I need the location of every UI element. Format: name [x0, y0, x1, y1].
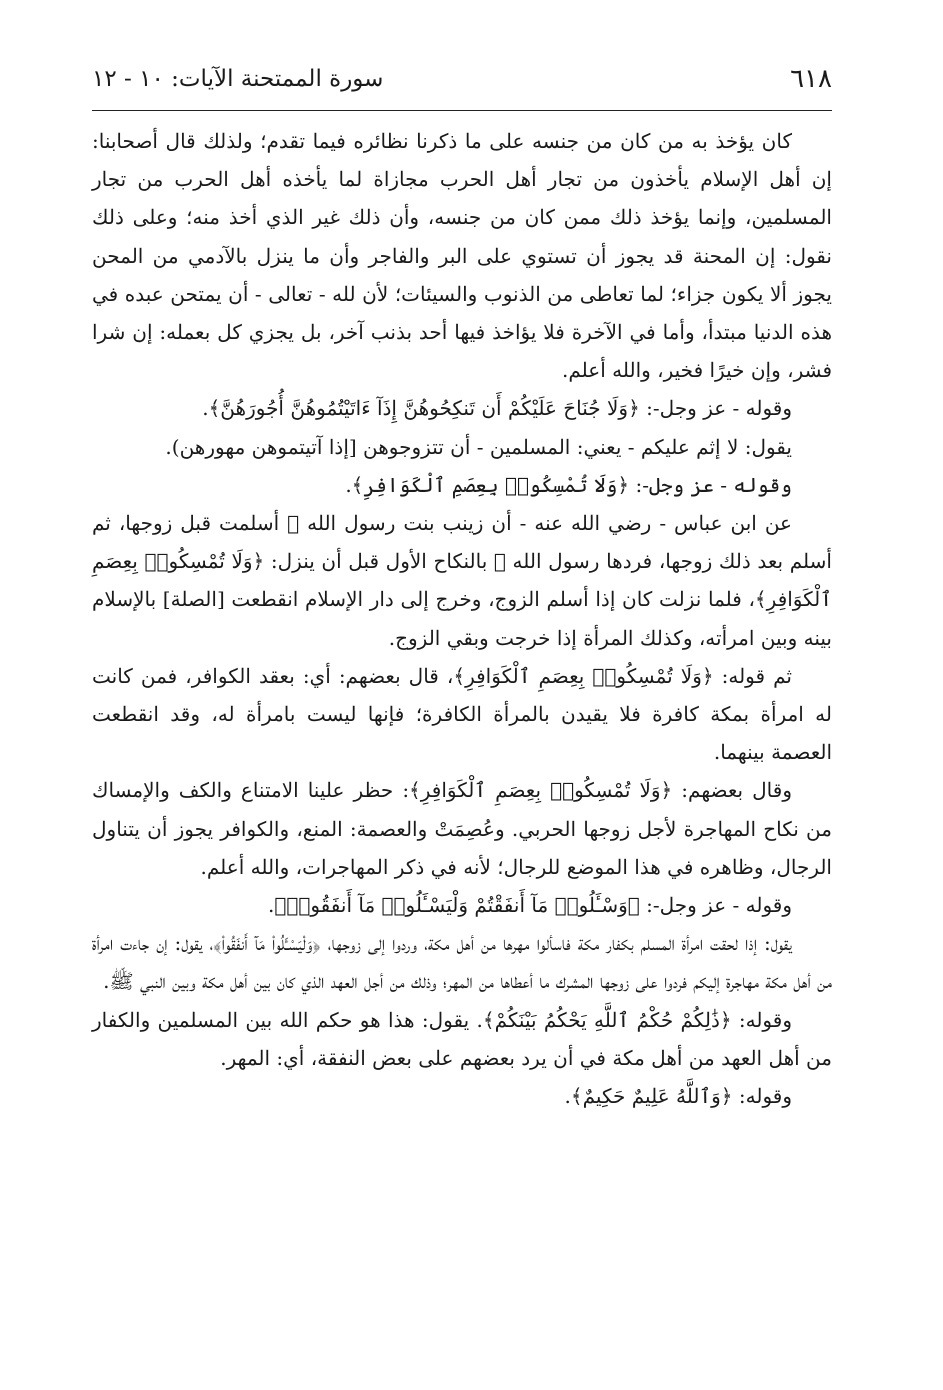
paragraph: وقوله - عز وجل-: ﴿وَلَا جُنَاحَ عَلَيْكُمْ أَن تَنكِحُوهُنَّ إِذَآ ءَاتَيْتُمُوهُنَّ أُجُورَهُنَّ﴾.: [202, 396, 792, 421]
paragraph: كان يؤخذ به من كان من جنسه على ما ذكرنا نظائره فيما تقدم؛ ولذلك قال أصحابنا: إن أهل الإسلام يأخذون من تجار أهل الحرب مجازاة لما يأخذه أهل الحرب من تجار المسلمين، وإنما يؤخذ ذلك ممن كان من جنسه، وأن ذلك غير الذي أخذ منه؛ وعلى ذلك نقول: إن المحنة قد يجوز أن تستوي على البر والفاجر وأن ما ينزل بالآدمي من المحن يجوز ألا يكون جزاء؛ لما تعاطى من الذنوب والسيئات؛ لأن لله - تعالى - أن يمتحن عبده في هذه الدنيا مبتدأ، وأما في الآخرة فلا يؤاخذ فيها أحد بذنب آخر، بل يجزي كل بعمله: إن شرا فشر، وإن خيرًا فخير، والله أعلم.: [92, 129, 832, 383]
page-number: ٦١٨: [790, 64, 832, 94]
paragraph: ثم قوله: ﴿وَلَا تُمْسِكُوا۟ بِعِصَمِ ٱلْكَوَافِرِ﴾، قال بعضهم: أي: بعقد الكوافر، فمن كانت له امرأة بمكة كافرة فلا يقيدن بالمرأة الكافرة؛ فإنها ليست بامرأة له، وقد انقطعت العصمة بينهما.: [92, 663, 832, 765]
paragraph: وقوله - عز وجل-: ﴿وَلَا تُمْسِكُوا۟ بِعِصَمِ ٱلْكَوَافِرِ﴾.: [345, 472, 792, 497]
paragraph: عن ابن عباس - رضي الله عنه - أن زينب بنت رسول الله ﷺ أسلمت قبل زوجها، ثم أسلم بعد ذلك زوجها، فردها رسول الله ﷺ بالنكاح الأول قبل أن ينزل: ﴿وَلَا تُمْسِكُوا۟ بِعِصَمِ ٱلْكَوَافِرِ﴾، فلما نزلت كان إذا أسلم الزوج، وخرج إلى دار الإسلام انقطعت [الصلة] بالإسلام بينه وبين امرأته، وكذلك المرأة إذا خرجت وبقي الزوج.: [92, 511, 832, 650]
paragraph: وقال بعضهم: ﴿وَلَا تُمْسِكُوا۟ بِعِصَمِ ٱلْكَوَافِرِ﴾: حظر علينا الامتناع والكف والإمساك من نكاح المهاجرة لأجل زوجها الحربي. وعُصِمَتْ والعصمة: المنع، والكوافر يجوز أن يتناول الرجال، وظاهره في هذا الموضع للرجال؛ لأنه في ذكر المهاجرات، والله أعلم.: [92, 778, 832, 879]
paragraph: يقول: لا إثم عليكم - يعني: المسلمين - أن تتزوجوهن [إذا آتيتموهن مهورهن).: [165, 434, 792, 459]
paragraph: وقوله: ﴿وَٱللَّهُ عَلِيمٌ حَكِيمٌ﴾.: [564, 1084, 792, 1109]
header-divider: [92, 110, 832, 111]
paragraph: وقوله: ﴿ذَٰلِكُمْ حُكْمُ ٱللَّهِ يَحْكُمُ بَيْنَكُمْ﴾. يقول: هذا هو حكم الله بين المسلمين والكفار من أهل العهد من أهل مكة في أن يرد بعضهم على بعض النفقة، أي: المهر.: [92, 1007, 832, 1070]
page-header: [92, 60, 832, 108]
running-title: سورة الممتحنة الآيات: ١٠ - ١٢: [92, 66, 384, 92]
paragraph: وقوله - عز وجل-: ﴿وَسْـَٔلُوا۟ مَآ أَنفَقْتُمْ وَلْيَسْـَٔلُوا۟ مَآ أَنفَقُوا۟﴾.: [267, 893, 792, 918]
page-body: [92, 122, 832, 1115]
paragraph: يقول: إذا لحقت امرأة المسلم بكفار مكة فاسألوا مهرها من أهل مكة، وردوا إلى زوجها، ﴿وَلْيَسْـَٔلُوا۟ مَآ أَنفَقُوا۟﴾، يقول: إن جاءت امرأة من أهل مكة مهاجرة إليكم فردوا على زوجها المشرك ما أعطاها من المهر؛ وذلك من أجل العهد الذي كان بين أهل مكة وبين النبي ﷺ.: [92, 931, 832, 994]
